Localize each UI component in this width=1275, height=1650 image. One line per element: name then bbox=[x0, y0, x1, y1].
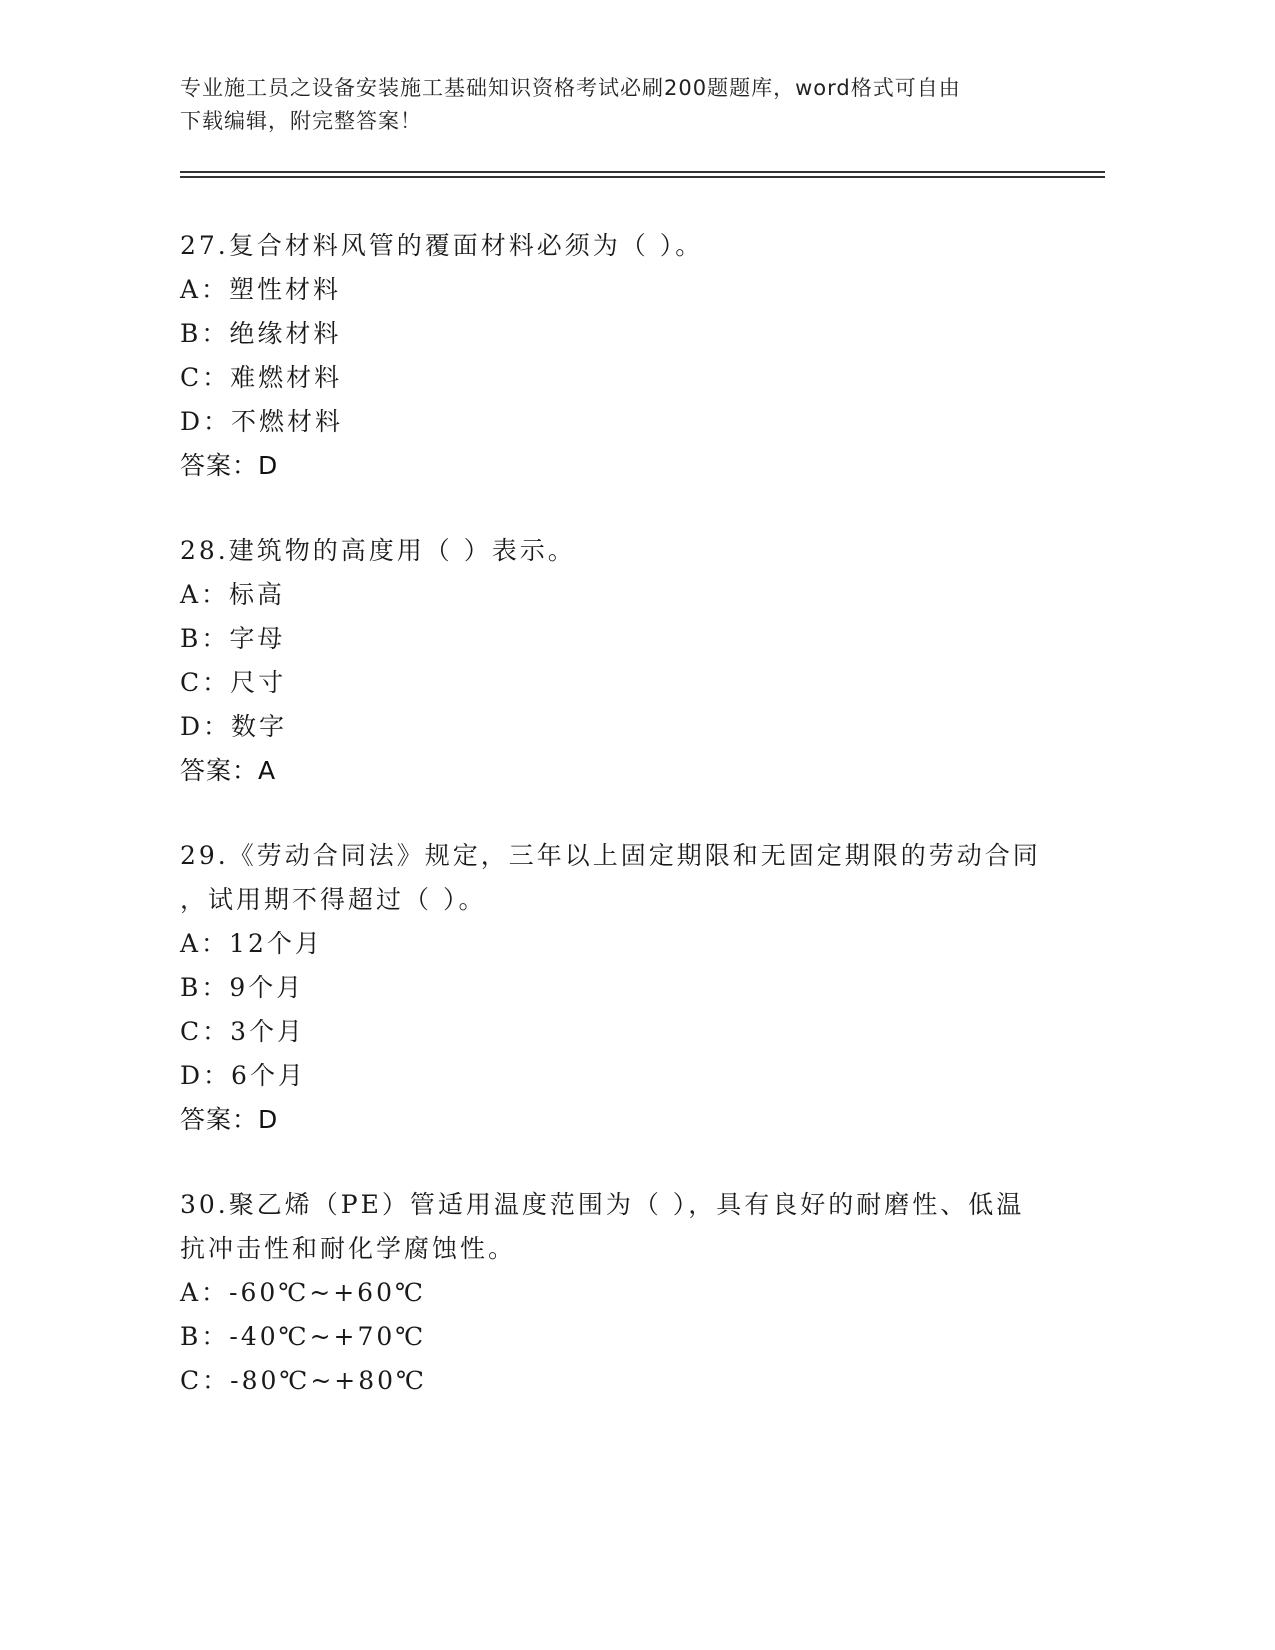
header-line-2: 下载编辑，附完整答案！ bbox=[180, 109, 422, 133]
option-c: C：3个月 bbox=[180, 1017, 306, 1046]
header-rule-bottom bbox=[180, 176, 1105, 178]
document-header bbox=[180, 72, 1060, 138]
question-28 bbox=[180, 529, 1080, 793]
option-d: D：6个月 bbox=[180, 1061, 306, 1090]
question-stem-line-2: ，试用期不得超过（ ）。 bbox=[180, 885, 487, 914]
option-c: C：难燃材料 bbox=[180, 363, 343, 392]
option-a: A：12个月 bbox=[180, 929, 323, 958]
option-a: A：-60℃~+60℃ bbox=[180, 1278, 426, 1307]
option-c: C：-80℃~+80℃ bbox=[180, 1366, 428, 1395]
question-27 bbox=[180, 224, 1080, 488]
option-a: A：标高 bbox=[180, 580, 286, 609]
option-b: B：字母 bbox=[180, 624, 286, 653]
answer-line: 答案：D bbox=[180, 451, 279, 480]
answer-line: 答案：A bbox=[180, 756, 277, 785]
question-stem-line-1: 30.聚乙烯（PE）管适用温度范围为（ ），具有良好的耐磨性、低温 bbox=[180, 1190, 1025, 1219]
question-stem-line-2: 抗冲击性和耐化学腐蚀性。 bbox=[180, 1234, 517, 1263]
option-c: C：尺寸 bbox=[180, 668, 287, 697]
header-line-1: 专业施工员之设备安装施工基础知识资格考试必刷200题题库，word格式可自由 bbox=[180, 76, 961, 100]
question-stem: 27.复合材料风管的覆面材料必须为（ ）。 bbox=[180, 231, 704, 260]
header-rule-top bbox=[180, 171, 1105, 173]
question-stem-line-1: 29.《劳动合同法》规定，三年以上固定期限和无固定期限的劳动合同 bbox=[180, 841, 1041, 870]
question-stem: 28.建筑物的高度用（ ）表示。 bbox=[180, 536, 576, 565]
option-b: B：9个月 bbox=[180, 973, 305, 1002]
option-d: D：数字 bbox=[180, 712, 288, 741]
option-d: D：不燃材料 bbox=[180, 407, 344, 436]
option-a: A：塑性材料 bbox=[180, 275, 342, 304]
answer-line: 答案：D bbox=[180, 1105, 279, 1134]
question-30 bbox=[180, 1183, 1080, 1403]
option-b: B：绝缘材料 bbox=[180, 319, 342, 348]
option-b: B：-40℃~+70℃ bbox=[180, 1322, 427, 1351]
question-29 bbox=[180, 834, 1080, 1142]
